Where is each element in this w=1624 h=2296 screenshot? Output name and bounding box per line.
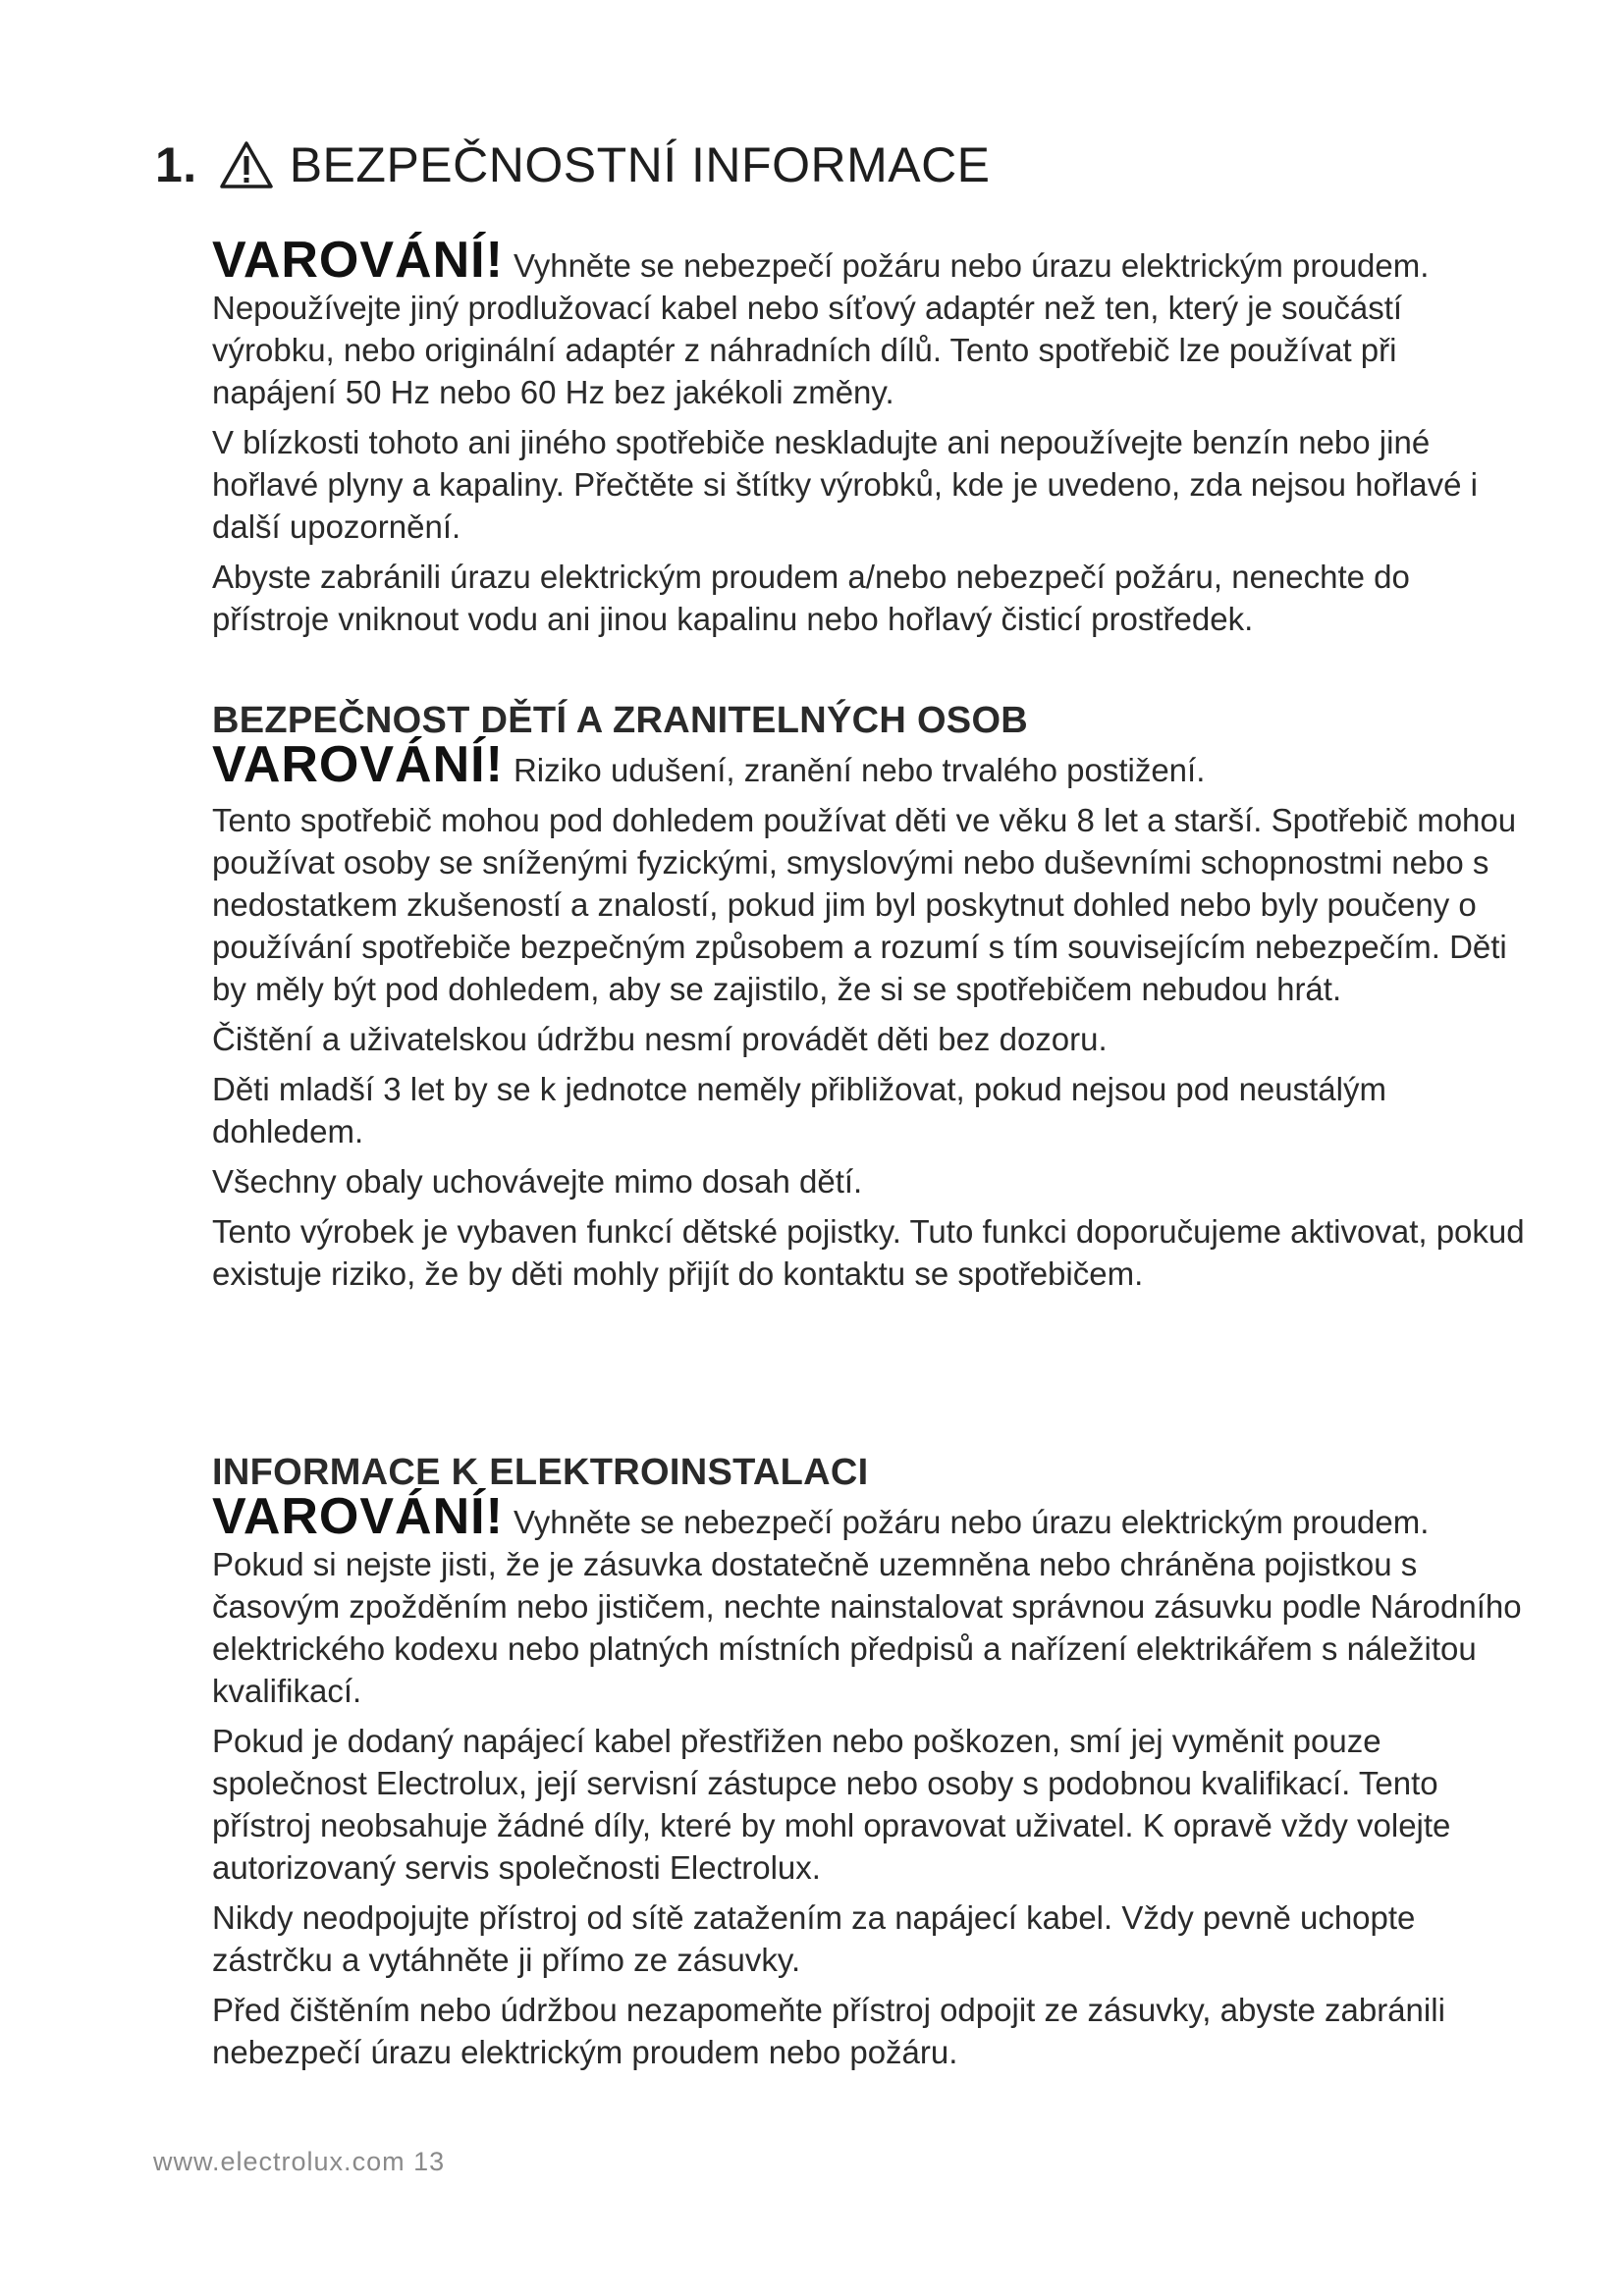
warning-text: Vyhněte se nebezpečí požáru nebo úrazu elektrickým proudem. Nepoužívejte jiný prodlužovací kabel nebo síťový adaptér než ten, který je součástí výrobku, nebo originální adaptér z náhradních dílů. Tento spotřebič lze používat při napájení 50 Hz nebo 60 Hz bez jakékoli změny.: [212, 247, 1430, 410]
paragraph: V blízkosti tohoto ani jiného spotřebiče neskladujte ani nepoužívejte benzín nebo jiné hořlavé plyny a kapaliny. Přečtěte si štítky výrobků, kde je uvedeno, zda nejsou hořlavé i další upozornění.: [212, 424, 1478, 545]
warning-paragraph: [212, 1488, 1528, 1712]
footer-website: www.electrolux.com: [153, 2147, 406, 2176]
paragraph: Nikdy neodpojujte přístroj od sítě zatažením za napájecí kabel. Vždy pevně uchopte zástrčku a vytáhněte ji přímo ze zásuvky.: [212, 1899, 1416, 1978]
paragraph: Tento spotřebič mohou pod dohledem používat děti ve věku 8 let a starší. Spotřebič mohou používat osoby se sníženými fyzickými, smyslovými nebo duševními schopnostmi nebo s nedostatkem zkušeností a znalostí, pokud jim byl poskytnut dohled nebo byly poučeny o používání spotřebiče bezpečným způsobem a rozumí s tím souvisejícím nebezpečím. Děti by měly být pod dohledem, aby se zajistilo, že si se spotřebičem nebudou hrát.: [212, 802, 1517, 1007]
paragraph: Všechny obaly uchovávejte mimo dosah dětí.: [212, 1163, 863, 1200]
warning-label: VAROVÁNÍ!: [212, 1488, 504, 1545]
section-number: 1.: [155, 137, 197, 192]
section-general-safety: [212, 232, 1528, 648]
paragraph: Děti mladší 3 let by se k jednotce neměly přibližovat, pokud nejsou pod neustálým dohledem.: [212, 1071, 1386, 1149]
warning-label: VAROVÁNÍ!: [212, 736, 504, 793]
page-footer: [153, 2147, 445, 2177]
warning-text: Vyhněte se nebezpečí požáru nebo úrazu elektrickým proudem. Pokud si nejste jisti, že je zásuvka dostatečně uzemněna nebo chráněna pojistkou s časovým zpožděním nebo jističem, nechte nainstalovat správnou zásuvku podle Národního elektrického kodexu nebo platných místních předpisů a nařízení elektrikářem s náležitou kvalifikací.: [212, 1504, 1522, 1709]
page-title: BEZPEČNOSTNÍ INFORMACE: [289, 137, 991, 192]
section-title: BEZPEČNOST DĚTÍ A ZRANITELNÝCH OSOB: [212, 700, 1029, 741]
section-title: INFORMACE K ELEKTROINSTALACI: [212, 1452, 869, 1493]
paragraph: Abyste zabránili úrazu elektrickým proudem a/nebo nebezpečí požáru, nenechte do přístroje vniknout vodu ani jinou kapalinu nebo hořlavý čisticí prostředek.: [212, 559, 1410, 637]
warning-triangle-icon: [219, 139, 274, 190]
section-child-safety: [212, 697, 1528, 1303]
paragraph: Čištění a uživatelskou údržbu nesmí provádět děti bez dozoru.: [212, 1021, 1108, 1057]
warning-text: Riziko udušení, zranění nebo trvalého postižení.: [513, 752, 1206, 788]
warning-label: VAROVÁNÍ!: [212, 232, 504, 289]
page-number: 13: [413, 2147, 446, 2176]
paragraph: Pokud je dodaný napájecí kabel přestřižen nebo poškozen, smí jej vyměnit pouze společnost Electrolux, její servisní zástupce nebo osoby s podobnou kvalifikací. Tento přístroj neobsahuje žádné díly, které by mohl opravovat uživatel. K opravě vždy volejte autorizovaný servis společnosti Electrolux.: [212, 1723, 1451, 1886]
section-electrical-info: [212, 1449, 1528, 2081]
page-heading: [155, 135, 991, 194]
warning-paragraph: [212, 232, 1528, 413]
paragraph: Tento výrobek je vybaven funkcí dětské pojistky. Tuto funkci doporučujeme aktivovat, pokud existuje riziko, že by děti mohly přijít do kontaktu se spotřebičem.: [212, 1213, 1525, 1292]
warning-paragraph: [212, 736, 1528, 793]
paragraph: Před čištěním nebo údržbou nezapomeňte přístroj odpojit ze zásuvky, abyste zabránili nebezpečí úrazu elektrickým proudem nebo požáru.: [212, 1992, 1445, 2070]
